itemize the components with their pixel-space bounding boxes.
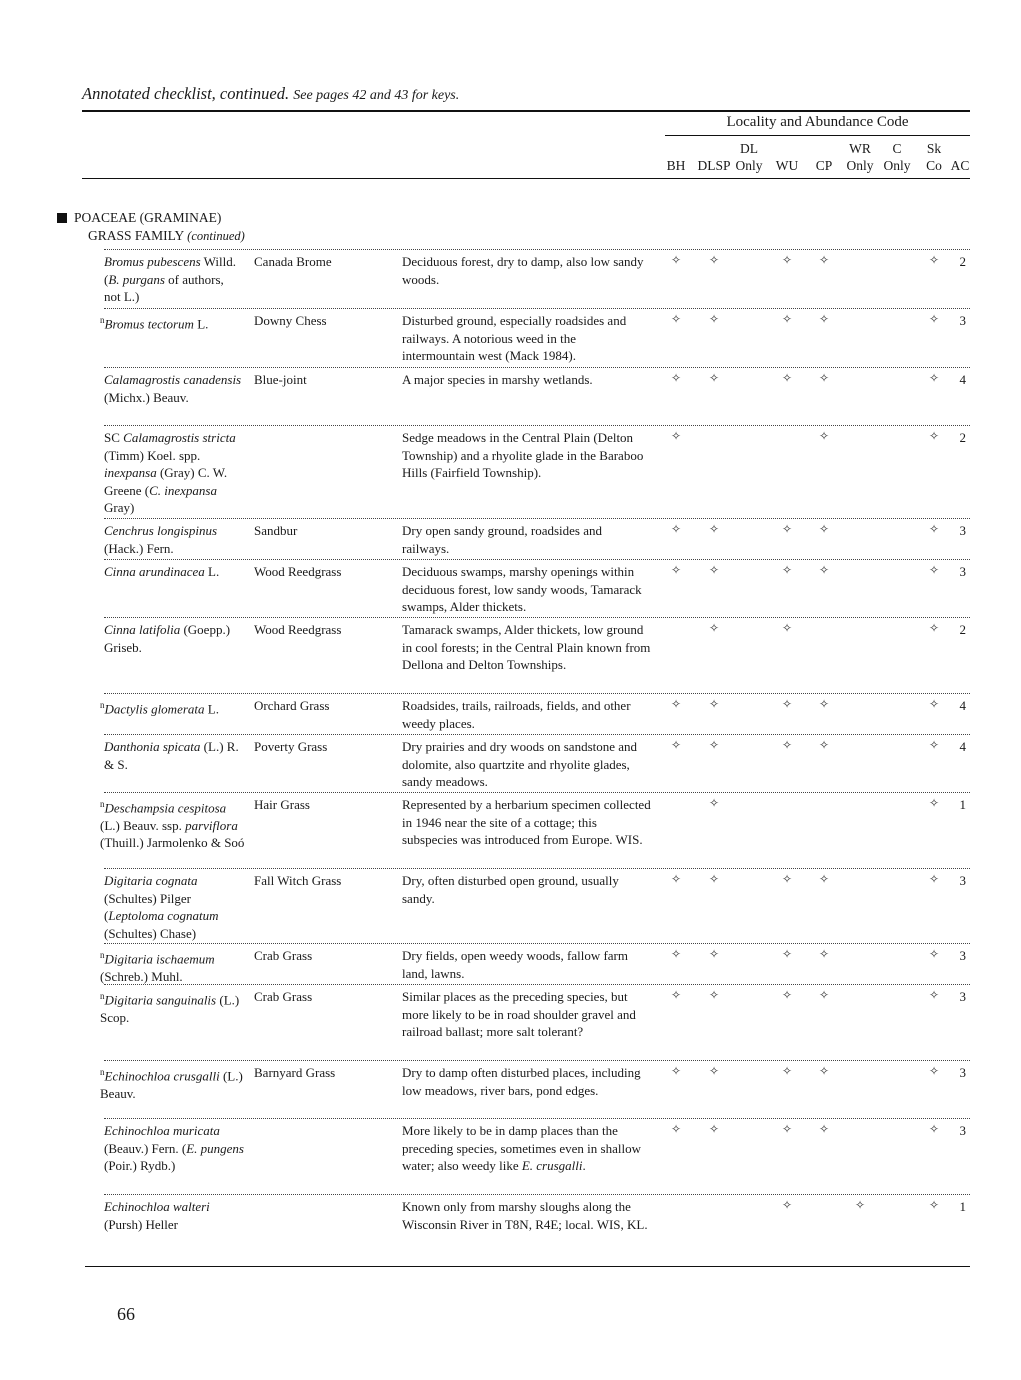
locality-diamond-icon: ✧ <box>781 1198 793 1212</box>
scientific-name: $^n$Bromus tectorum L. <box>100 315 209 332</box>
footer-rule <box>85 1266 970 1267</box>
locality-diamond-icon: ✧ <box>670 988 682 1002</box>
abundance-code: 2 <box>959 254 966 269</box>
common-name: Poverty Grass <box>254 739 328 754</box>
locality-diamond-icon: ✧ <box>781 988 793 1002</box>
locality-diamond-icon: ✧ <box>928 1198 940 1212</box>
habitat-note: A major species in marshy wetlands. <box>402 372 593 387</box>
naturalized-marker: n <box>100 1067 105 1077</box>
locality-diamond-icon: ✧ <box>670 253 682 267</box>
locality-diamond-icon: ✧ <box>708 312 720 326</box>
common-name: Barnyard Grass <box>254 1065 336 1080</box>
common-name: Canada Brome <box>254 254 332 269</box>
locality-code-title: Locality and Abundance Code <box>726 114 909 130</box>
locality-diamond-icon: ✧ <box>818 563 830 577</box>
entry-dotted-rule <box>104 984 970 985</box>
abundance-code: 4 <box>959 372 966 387</box>
scientific-name: $^n$Deschampsia cespitosa (L.) Beauv. ssp. parviflora (Thuill.) Jarmolenko & Soó <box>100 799 245 851</box>
code-wr: WR <box>849 141 871 156</box>
locality-diamond-icon: ✧ <box>928 312 940 326</box>
habitat-note: Dry open sandy ground, roadsides and railways. <box>402 523 603 556</box>
scientific-name: Digitaria cognata (Schultes) Pilger (Leptoloma cognatum (Schultes) Chase) <box>104 873 219 941</box>
family-common-name: GRASS FAMILY <box>88 228 184 243</box>
naturalized-marker: n <box>100 700 105 710</box>
scientific-name: Cenchrus longispinus (Hack.) Fern. <box>104 523 218 556</box>
entry-dotted-rule <box>104 367 970 368</box>
entry-dotted-rule <box>104 868 970 869</box>
locality-diamond-icon: ✧ <box>928 371 940 385</box>
column-header-rule <box>82 178 970 179</box>
scientific-name: $^n$Digitaria ischaemum (Schreb.) Muhl. <box>100 950 215 984</box>
locality-diamond-icon: ✧ <box>781 947 793 961</box>
locality-diamond-icon: ✧ <box>670 1122 682 1136</box>
entry-dotted-rule <box>104 559 970 560</box>
header-rule <box>82 110 970 112</box>
locality-diamond-icon: ✧ <box>818 253 830 267</box>
code-wu: WU <box>775 158 799 173</box>
family-name: POACEAE (GRAMINAE) <box>74 210 222 225</box>
abundance-code: 3 <box>959 948 966 963</box>
locality-diamond-icon: ✧ <box>708 253 720 267</box>
locality-diamond-icon: ✧ <box>928 563 940 577</box>
scientific-name: Danthonia spicata (L.) R. & S. <box>104 739 239 772</box>
locality-diamond-icon: ✧ <box>708 1122 720 1136</box>
locality-diamond-icon: ✧ <box>818 522 830 536</box>
locality-diamond-icon: ✧ <box>928 621 940 635</box>
common-name: Wood Reedgrass <box>254 564 342 579</box>
common-name: Wood Reedgrass <box>254 622 342 637</box>
continued-title: Annotated checklist, continued. <box>82 84 290 103</box>
locality-diamond-icon: ✧ <box>708 621 720 635</box>
locality-diamond-icon: ✧ <box>928 429 940 443</box>
locality-diamond-icon: ✧ <box>928 253 940 267</box>
abundance-code: 1 <box>959 797 966 812</box>
common-name: Sandbur <box>254 523 298 538</box>
entry-dotted-rule <box>104 943 970 944</box>
code-bh: BH <box>666 158 686 173</box>
locality-diamond-icon: ✧ <box>818 988 830 1002</box>
locality-diamond-icon: ✧ <box>670 872 682 886</box>
habitat-note: Deciduous forest, dry to damp, also low sandy woods. <box>402 254 644 287</box>
naturalized-marker: n <box>100 950 105 960</box>
locality-diamond-icon: ✧ <box>928 1064 940 1078</box>
code-dl: DL <box>740 141 758 156</box>
naturalized-marker: n <box>100 315 105 325</box>
locality-diamond-icon: ✧ <box>670 429 682 443</box>
entry-dotted-rule <box>104 308 970 309</box>
abundance-code: 4 <box>959 698 966 713</box>
locality-diamond-icon: ✧ <box>708 796 720 810</box>
locality-diamond-icon: ✧ <box>928 872 940 886</box>
habitat-note: Similar places as the preceding species, but more likely to be in road shoulder gravel and railroad ballast; more salt tolerant? <box>402 989 636 1039</box>
abundance-code: 3 <box>959 1123 966 1138</box>
common-name: Blue-joint <box>254 372 307 387</box>
locality-diamond-icon: ✧ <box>818 738 830 752</box>
locality-diamond-icon: ✧ <box>708 947 720 961</box>
habitat-note: Dry prairies and dry woods on sandstone and dolomite, also quartzite and rhyolite glades, sandy meadows. <box>402 739 638 789</box>
abundance-code: 2 <box>959 430 966 445</box>
scientific-name: SC Calamagrostis stricta (Timm) Koel. spp. inexpansa (Gray) C. W. Greene (C. inexpansa Gray) <box>104 430 236 515</box>
locality-diamond-icon: ✧ <box>928 522 940 536</box>
locality-diamond-icon: ✧ <box>818 697 830 711</box>
habitat-note: Dry, often disturbed open ground, usually sandy. <box>402 873 619 906</box>
locality-diamond-icon: ✧ <box>928 738 940 752</box>
locality-diamond-icon: ✧ <box>670 522 682 536</box>
code-sk: Sk <box>926 141 942 156</box>
locality-diamond-icon: ✧ <box>818 947 830 961</box>
naturalized-marker: n <box>100 991 105 1001</box>
locality-diamond-icon: ✧ <box>781 1122 793 1136</box>
code-c-only: Only <box>883 158 911 173</box>
locality-diamond-icon: ✧ <box>781 522 793 536</box>
scientific-name: Bromus pubescens Willd. (B. purgans of authors, not L.) <box>104 254 237 304</box>
locality-diamond-icon: ✧ <box>818 1122 830 1136</box>
entry-dotted-rule <box>104 518 970 519</box>
habitat-note: Disturbed ground, especially roadsides and railways. A notorious weed in the intermountain west (Mack 1984). <box>402 313 627 363</box>
locality-diamond-icon: ✧ <box>708 563 720 577</box>
habitat-note: Deciduous swamps, marshy openings within deciduous forest, low sandy woods, Tamarack swamps, Alder thickets. <box>402 564 642 614</box>
abundance-code: 3 <box>959 989 966 1004</box>
entry-dotted-rule <box>104 1194 970 1195</box>
scientific-name: $^n$Dactylis glomerata L. <box>100 700 219 717</box>
code-cp: CP <box>815 158 833 173</box>
code-header-top <box>0 141 1021 159</box>
locality-diamond-icon: ✧ <box>708 697 720 711</box>
code-wr-only: Only <box>846 158 874 173</box>
locality-diamond-icon: ✧ <box>708 1064 720 1078</box>
entry-dotted-rule <box>104 249 970 250</box>
locality-diamond-icon: ✧ <box>818 429 830 443</box>
code-ac: AC <box>950 158 970 173</box>
page-number: 66 <box>117 1304 135 1324</box>
locality-diamond-icon: ✧ <box>928 947 940 961</box>
locality-diamond-icon: ✧ <box>818 312 830 326</box>
locality-diamond-icon: ✧ <box>781 312 793 326</box>
entry-dotted-rule <box>104 1118 970 1119</box>
locality-diamond-icon: ✧ <box>818 872 830 886</box>
abundance-code: 3 <box>959 564 966 579</box>
locality-diamond-icon: ✧ <box>670 738 682 752</box>
locality-diamond-icon: ✧ <box>708 872 720 886</box>
scientific-name: $^n$Digitaria sanguinalis (L.) Scop. <box>100 991 240 1025</box>
locality-diamond-icon: ✧ <box>670 697 682 711</box>
locality-rule <box>665 135 970 136</box>
family-heading <box>57 210 221 226</box>
entry-dotted-rule <box>104 617 970 618</box>
locality-diamond-icon: ✧ <box>818 371 830 385</box>
code-dl-only: Only <box>735 158 763 173</box>
bullet-square-icon <box>57 213 67 223</box>
abundance-code: 3 <box>959 523 966 538</box>
locality-diamond-icon: ✧ <box>708 371 720 385</box>
locality-diamond-icon: ✧ <box>928 988 940 1002</box>
habitat-note: Dry fields, open weedy woods, fallow farm land, lawns. <box>402 948 628 981</box>
keys-note: See pages 42 and 43 for keys. <box>293 88 460 103</box>
locality-diamond-icon: ✧ <box>670 312 682 326</box>
abundance-code: 4 <box>959 739 966 754</box>
habitat-note: Sedge meadows in the Central Plain (Delton Township) and a rhyolite glade in the Baraboo Hills (Fairfield Township). <box>402 430 644 480</box>
locality-diamond-icon: ✧ <box>928 697 940 711</box>
page-header-title <box>82 84 459 104</box>
locality-diamond-icon: ✧ <box>670 563 682 577</box>
common-name: Orchard Grass <box>254 698 330 713</box>
habitat-note: Tamarack swamps, Alder thickets, low ground in cool forests; in the Central Plain known from Dellona and Delton Townships. <box>402 622 651 672</box>
habitat-note: Represented by a herbarium specimen collected in 1946 near the site of a cottage; this subspecies was introduced from Europe. WIS. <box>402 797 651 847</box>
locality-diamond-icon: ✧ <box>670 371 682 385</box>
common-name: Downy Chess <box>254 313 327 328</box>
locality-diamond-icon: ✧ <box>781 1064 793 1078</box>
locality-diamond-icon: ✧ <box>670 947 682 961</box>
common-name: Fall Witch Grass <box>254 873 342 888</box>
habitat-note: Known only from marshy sloughs along the Wisconsin River in T8N, R4E; local. WIS, KL. <box>402 1199 648 1232</box>
abundance-code: 1 <box>959 1199 966 1214</box>
habitat-note: Dry to damp often disturbed places, including low meadows, river bars, pond edges. <box>402 1065 641 1098</box>
locality-diamond-icon: ✧ <box>781 621 793 635</box>
code-header-bottom <box>0 158 1021 176</box>
locality-diamond-icon: ✧ <box>781 371 793 385</box>
locality-diamond-icon: ✧ <box>928 1122 940 1136</box>
entry-dotted-rule <box>104 734 970 735</box>
scientific-name: Echinochloa walteri (Pursh) Heller <box>104 1199 210 1232</box>
abundance-code: 2 <box>959 622 966 637</box>
locality-diamond-icon: ✧ <box>670 1064 682 1078</box>
locality-diamond-icon: ✧ <box>781 872 793 886</box>
scientific-name: Cinna latifolia (Goepp.) Griseb. <box>104 622 231 655</box>
locality-diamond-icon: ✧ <box>781 253 793 267</box>
entry-dotted-rule <box>104 1060 970 1061</box>
code-c: C <box>892 141 902 156</box>
code-dlsp: DLSP <box>697 158 731 173</box>
locality-diamond-icon: ✧ <box>781 697 793 711</box>
locality-diamond-icon: ✧ <box>781 563 793 577</box>
scientific-name: Echinochloa muricata (Beauv.) Fern. (E. pungens (Poir.) Rydb.) <box>104 1123 244 1173</box>
common-name: Crab Grass <box>254 989 313 1004</box>
abundance-code: 3 <box>959 313 966 328</box>
family-subheading <box>88 228 245 244</box>
habitat-note: Roadsides, trails, railroads, fields, and other weedy places. <box>402 698 631 731</box>
abundance-code: 3 <box>959 1065 966 1080</box>
common-name: Crab Grass <box>254 948 313 963</box>
family-continued-note: (continued) <box>187 229 245 243</box>
common-name: Hair Grass <box>254 797 310 812</box>
entry-dotted-rule <box>104 693 970 694</box>
locality-diamond-icon: ✧ <box>818 1064 830 1078</box>
scientific-name: Calamagrostis canadensis (Michx.) Beauv. <box>104 372 242 405</box>
abundance-code: 3 <box>959 873 966 888</box>
scientific-name: Cinna arundinacea L. <box>104 564 220 579</box>
habitat-note: More likely to be in damp places than the preceding species, sometimes even in shallow water; also weedy like E. crusgalli. <box>402 1123 641 1173</box>
code-co: Co <box>926 158 942 173</box>
locality-diamond-icon: ✧ <box>854 1198 866 1212</box>
locality-diamond-icon: ✧ <box>708 988 720 1002</box>
scientific-name: $^n$Echinochloa crusgalli (L.) Beauv. <box>100 1067 243 1101</box>
locality-diamond-icon: ✧ <box>928 796 940 810</box>
locality-diamond-icon: ✧ <box>708 738 720 752</box>
entry-dotted-rule <box>104 792 970 793</box>
locality-diamond-icon: ✧ <box>781 738 793 752</box>
locality-diamond-icon: ✧ <box>708 522 720 536</box>
naturalized-marker: n <box>100 799 105 809</box>
entry-dotted-rule <box>104 425 970 426</box>
